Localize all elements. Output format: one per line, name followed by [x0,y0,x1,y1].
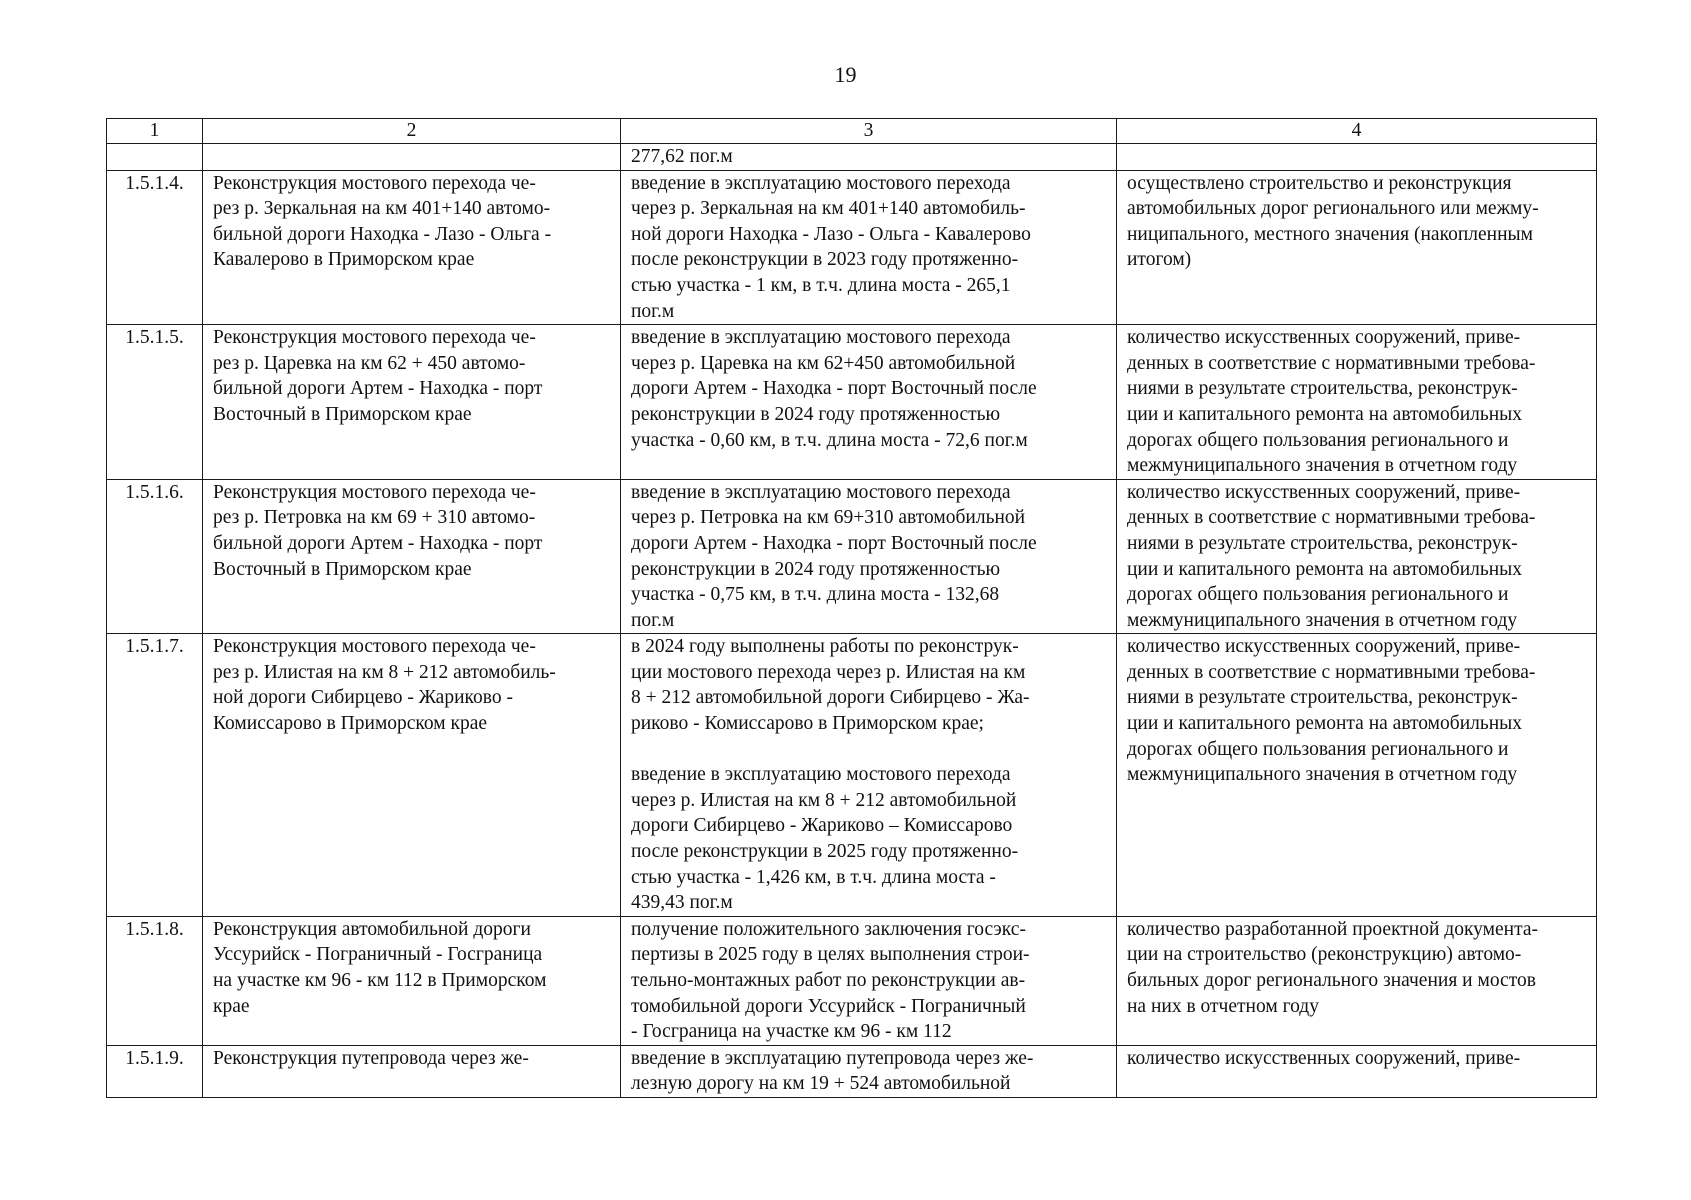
text-line: автомобильных дорог регионального или межму- [1127,198,1539,220]
text-line: ниципального, местного значения (накопленным [1127,223,1533,245]
measure-number: 1.5.1.8. [107,916,203,1045]
text-line: ниями в результате строительства, реконструк- [1127,687,1518,709]
text-line: введение в эксплуатацию мостового перехода [631,327,1011,349]
table-row [107,479,1597,634]
text-line: риково - Комиссарово в Приморском крае; [631,713,984,735]
text-line: после реконструкции в 2025 году протяженно- [631,841,1019,863]
text-line: через р. Илистая на км 8 + 212 автомобильной [631,789,1017,811]
measure-name [203,1045,621,1097]
text-line: введение в эксплуатацию мостового перехода [631,172,1011,194]
text-line: дорогах общего пользования регионального и [1127,429,1509,451]
table-cell [1117,144,1597,171]
text-line: Восточный в Приморском крае [213,558,472,580]
text-line: ной дороги Сибирцево - Жариково - [213,687,513,709]
measure-result [621,916,1117,1045]
table-row [107,170,1597,325]
text-line: томобильной дороги Уссурийск - Пограничный [631,995,1026,1017]
text-line: после реконструкции в 2023 году протяженно- [631,249,1019,271]
text-line: межмуниципального значения в отчетном году [1127,764,1518,786]
table-row [107,634,1597,917]
measure-result [621,479,1117,634]
text-line: реконструкции в 2024 году протяженностью [631,558,1001,580]
text-line: через р. Царевка на км 62+450 автомобильной [631,352,1016,374]
measure-name [203,170,621,325]
measures-table [106,118,1597,1098]
text-line: дорогах общего пользования регионального и [1127,738,1509,760]
text-line: Восточный в Приморском крае [213,403,472,425]
text-line: итогом) [1127,249,1192,271]
table-row [107,1045,1597,1097]
text-line: лезную дорогу на км 19 + 524 автомобильной [631,1073,1011,1095]
text-line: бильной дороги Находка - Лазо - Ольга - [213,223,552,245]
text-line: - Госграница на участке км 96 - км 112 [631,1021,952,1043]
measure-name [203,634,621,917]
text-line: Реконструкция мостового перехода че- [213,172,536,194]
text-line: количество искусственных сооружений, приве- [1127,327,1521,349]
text-line: крае [213,995,250,1017]
text-line: денных в соответствие с нормативными требова- [1127,352,1536,374]
text-line: участка - 0,75 км, в т.ч. длина моста - 132,68 [631,584,1000,606]
text-line: на участке км 96 - км 112 в Приморском [213,970,547,991]
text-line: Реконструкция мостового перехода че- [213,636,536,658]
text-line: Реконструкция путепровода через же- [213,1047,529,1069]
text-line: стью участка - 1 км, в т.ч. длина моста - 265,1 [631,274,1011,296]
measure-name [203,325,621,480]
text-line: 8 + 212 автомобильной дороги Сибирцево - Жа- [631,687,1030,709]
table-header-row [107,119,1597,144]
text-line: реконструкции в 2024 году протяженностью [631,403,1001,425]
text-line: рез р. Илистая на км 8 + 212 автомобиль- [213,661,556,683]
text-line: через р. Зеркальная на км 401+140 автомобиль- [631,198,1026,220]
text-line: бильной дороги Артем - Находка - порт [213,532,543,554]
text-line: ции на строительство (реконструкцию) автомо- [1127,944,1522,966]
indicator-text [1117,1045,1597,1097]
text-line: пог.м [631,609,675,631]
measure-number: 1.5.1.9. [107,1045,203,1097]
text-line: дороги Артем - Находка - порт Восточный после [631,378,1037,400]
measure-number: 1.5.1.6. [107,479,203,634]
table-row [107,325,1597,480]
page-number: 19 [834,62,857,87]
measure-result [621,325,1117,480]
indicator-text [1117,170,1597,325]
table-cell [107,144,203,171]
text-line: Реконструкция мостового перехода че- [213,327,536,349]
text-line: количество искусственных сооружений, приве- [1127,481,1521,503]
text-line: межмуниципального значения в отчетном году [1127,609,1518,631]
text-line: получение положительного заключения госэкс- [631,918,1026,940]
table-cell [203,144,621,171]
text-line: осуществлено строительство и реконструкция [1127,172,1512,194]
text-line: Реконструкция автомобильной дороги [213,918,531,940]
text-line: пертизы в 2025 году в целях выполнения строи- [631,944,1030,966]
text-line: ции и капитального ремонта на автомобильных [1127,403,1523,425]
text-line: ции и капитального ремонта на автомобильных [1127,713,1523,735]
text-line: введение в эксплуатацию мостового перехода [631,481,1011,503]
text-line: дороги Сибирцево - Жариково – Комиссарово [631,815,1013,837]
text-line: ниями в результате строительства, реконструк- [1127,378,1518,400]
text-line: введение в эксплуатацию путепровода через же- [631,1047,1034,1069]
column-header: 2 [203,119,621,144]
text-line: ной дороги Находка - Лазо - Ольга - Кавалерово [631,223,1031,245]
measure-result [621,1045,1117,1097]
measure-number: 1.5.1.5. [107,325,203,480]
continuation-cell: 277,62 пог.м [621,144,1117,171]
text-line: количество разработанной проектной документа- [1127,918,1539,940]
text-line: количество искусственных сооружений, приве- [1127,636,1521,658]
measure-result [621,634,1117,917]
column-header: 4 [1117,119,1597,144]
measure-result [621,170,1117,325]
table-row [107,916,1597,1045]
text-line: межмуниципального значения в отчетном году [1127,455,1518,477]
text-line: на них в отчетном году [1127,995,1319,1017]
text-line: 439,43 пог.м [631,892,733,914]
text-line: пог.м [631,300,675,322]
column-header: 1 [107,119,203,144]
text-line: Кавалерово в Приморском крае [213,249,475,271]
measure-name [203,479,621,634]
text-line: Уссурийск - Пограничный - Госграница [213,944,543,966]
text-line: рез р. Петровка на км 69 + 310 автомо- [213,507,536,529]
text-line: бильной дороги Артем - Находка - порт [213,378,543,400]
column-header: 3 [621,119,1117,144]
text-line: ниями в результате строительства, реконструк- [1127,532,1518,554]
text-line: ции мостового перехода через р. Илистая на км [631,661,1026,683]
indicator-text [1117,916,1597,1045]
indicator-text [1117,634,1597,917]
text-line: тельно-монтажных работ по реконструкции ав- [631,970,1026,991]
text-line: Комиссарово в Приморском крае [213,713,488,735]
text-line: рез р. Зеркальная на км 401+140 автомо- [213,198,551,220]
text-line: количество искусственных сооружений, приве- [1127,1047,1521,1069]
text-line: бильных дорог регионального значения и мостов [1127,970,1536,991]
text-line: участка - 0,60 км, в т.ч. длина моста - 72,6 пог.м [631,429,1028,451]
continuation-row [107,144,1597,171]
text-line: через р. Петровка на км 69+310 автомобильной [631,507,1026,529]
measure-name [203,916,621,1045]
text-line: Реконструкция мостового перехода че- [213,481,536,503]
indicator-text [1117,479,1597,634]
text-line: денных в соответствие с нормативными требова- [1127,507,1536,529]
text-line: дорогах общего пользования регионального и [1127,584,1509,606]
measure-number: 1.5.1.7. [107,634,203,917]
paragraph-gap [631,737,1106,763]
text-line: рез р. Царевка на км 62 + 450 автомо- [213,352,526,374]
indicator-text [1117,325,1597,480]
text-line: в 2024 году выполнены работы по реконструк- [631,636,1019,658]
text-line: стью участка - 1,426 км, в т.ч. длина моста - [631,866,996,888]
text-line: дороги Артем - Находка - порт Восточный после [631,532,1037,554]
measure-number: 1.5.1.4. [107,170,203,325]
text-line: денных в соответствие с нормативными требова- [1127,661,1536,683]
text-line: введение в эксплуатацию мостового перехода [631,764,1011,786]
text-line: ции и капитального ремонта на автомобильных [1127,558,1523,580]
